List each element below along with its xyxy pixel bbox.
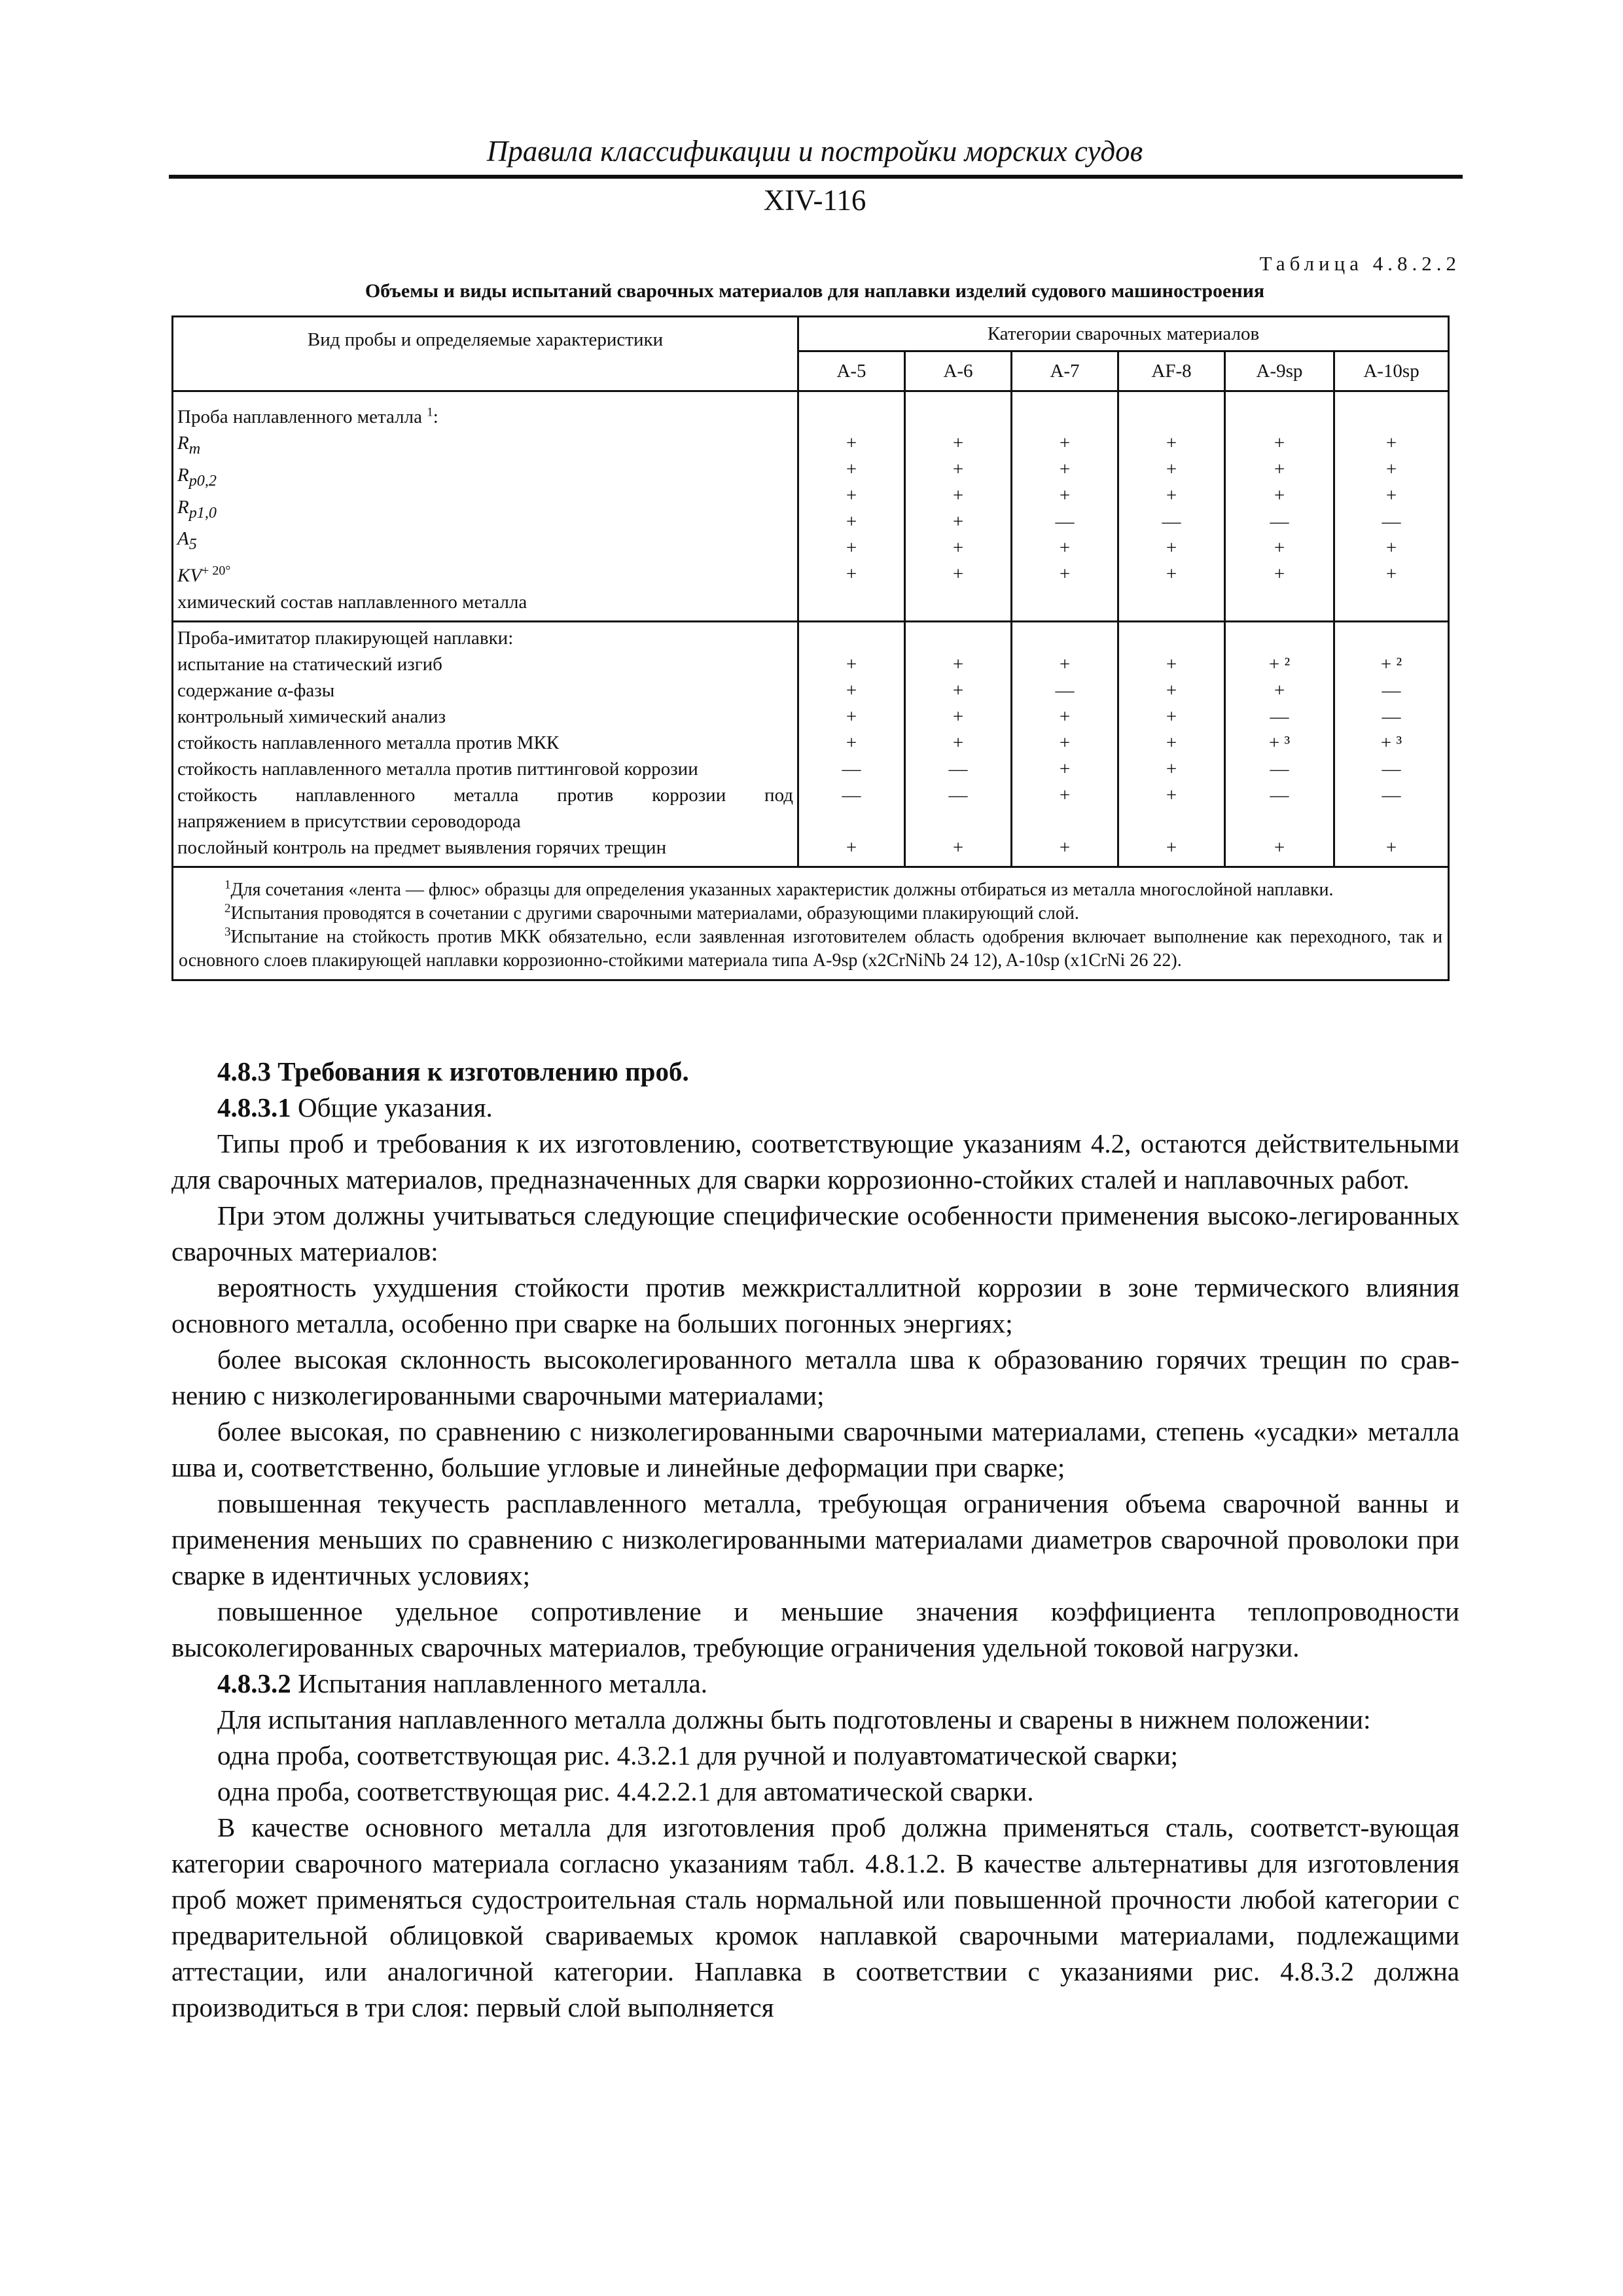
- row-label: стойкость наплавленного металла против коррозии под: [177, 784, 793, 806]
- table-group-deposited-metal: [173, 391, 1449, 622]
- section-heading-4-8-3: 4.8.3 Требования к изготовлению проб.: [217, 1056, 689, 1086]
- body-text: [171, 1054, 1459, 2026]
- group-labels: [173, 391, 798, 622]
- paragraph: В качестве основного металла для изготовления проб должна применяться сталь, соответст-вующая категории сварочного материала согласно указаниям табл. 4.8.1.2. В качестве альтернативы для изготовления проб может применяться судостроительная сталь нормальной или повышенной прочности любой категории с предварительной облицовкой свариваемых кромок наплавкой сварочными материалами, подлежащими аттестации, или аналогичной категории. Наплавка в соответствии с указаниями рис. 4.8.3.2 должна производиться в три слоя: первый слой выполняется: [171, 1812, 1459, 2022]
- tests-table: [171, 315, 1450, 981]
- marks-column: + + + — + +: [1225, 391, 1334, 622]
- marks-column: + + + — + +: [1012, 391, 1118, 622]
- table-caption: Объемы и виды испытаний сварочных материалов для наплавки изделий судового машиностроения: [365, 280, 1265, 302]
- group-title: Проба-имитатор плакирующей наплавки:: [177, 627, 514, 649]
- category-header: A-6: [905, 351, 1012, 391]
- row-label-kv: $KV^{+ 20^\circ}$: [177, 564, 231, 586]
- marks-column: + + + + + +: [798, 391, 905, 622]
- marks-column: + — + + + + +: [1012, 621, 1118, 867]
- row-label: послойный контроль на предмет выявления горячих трещин: [177, 836, 667, 858]
- row-label: содержание α-фазы: [177, 679, 335, 701]
- paragraph: Для испытания наплавленного металла должны быть подготовлены и сварены в нижнем положении:: [217, 1704, 1371, 1734]
- group-labels: [173, 621, 798, 867]
- footnote-2: $^2$Испытания проводятся в сочетании с другими сварочными материалами, образующими плакирующий слой.: [224, 901, 1079, 924]
- paragraph: Типы проб и требования к их изготовлению, соответствующие указаниям 4.2, остаются действительными для сварочных материалов, предназначенных для сварки коррозионно-стойких сталей и наплавочных работ.: [171, 1128, 1459, 1194]
- row-label-chem: химический состав наплавленного металла: [177, 591, 527, 613]
- row-label: контрольный химический анализ: [177, 706, 446, 727]
- paragraph: вероятность ухудшения стойкости против межкристаллитной коррозии в зоне термического влияния основного металла, особенно при сварке на больших погонных энергиях;: [171, 1272, 1459, 1338]
- category-header: A-5: [798, 351, 905, 391]
- category-header: A-7: [1012, 351, 1118, 391]
- paragraph: При этом должны учитываться следующие специфические особенности применения высоко-легированных сварочных материалов:: [171, 1200, 1459, 1266]
- row-label: стойкость наплавленного металла против питтинговой коррозии: [177, 758, 698, 780]
- marks-column: + + + + + + +: [1118, 621, 1225, 867]
- row-label-a5: $A_5$: [177, 528, 197, 554]
- column-header-test-type: Вид пробы и определяемые характеристики: [173, 317, 798, 391]
- row-label-rm: $R_m$: [177, 433, 201, 457]
- paragraph: одна проба, соответствующая рис. 4.3.2.1 для ручной и полуавтоматической сварки;: [217, 1740, 1179, 1770]
- marks-column: + + + + + +: [905, 391, 1012, 622]
- category-header: A-10sp: [1334, 351, 1449, 391]
- marks-column: + + + + — — +: [905, 621, 1012, 867]
- marks-column: + ² + — + ³ — — +: [1225, 621, 1334, 867]
- header-rule: [169, 175, 1463, 179]
- paragraph: более высокая, по сравнению с низколегированными сварочными материалами, степень «усадки» металла шва и, соответственно, большие угловые и линейные деформации при сварке;: [171, 1416, 1459, 1482]
- table-group-cladding: [173, 621, 1449, 867]
- row-label: стойкость наплавленного металла против МКК: [177, 732, 560, 753]
- paragraph: повышенная текучесть расплавленного металла, требующая ограничения объема сварочной ванны и применения меньших по сравнению с низколегированными материалами диаметров сварочной проволоки при сварке в идентичных условиях;: [171, 1488, 1459, 1590]
- marks-column: + + + — + +: [1334, 391, 1449, 622]
- paragraph: более высокая склонность высоколегированного металла шва к образованию горячих трещин по срав-нению с низколегированными сварочными материалами;: [171, 1344, 1459, 1410]
- page-number: XIV-116: [763, 184, 866, 217]
- paragraph: повышенное удельное сопротивление и меньшие значения коэффициента теплопроводности высоколегированных сварочных материалов, требующие ограничения удельной токовой нагрузки.: [171, 1596, 1459, 1662]
- row-label-rp10: $R_{p1,0}$: [177, 496, 217, 522]
- section-heading-4-8-3-1: 4.8.3.1 Общие указания.: [217, 1092, 493, 1122]
- table-label: Таблица 4.8.2.2: [1259, 252, 1461, 275]
- column-header-categories: Категории сварочных материалов: [798, 317, 1449, 351]
- marks-column: + ² — — + ³ — — +: [1334, 621, 1449, 867]
- group-title: Проба наплавленного металла $^1$:: [177, 405, 438, 427]
- notes-cell: [173, 867, 1449, 980]
- running-header-title: Правила классификации и постройки морских судов: [486, 135, 1143, 168]
- footnote-3: $^3$Испытание на стойкость против МКК обязательно, если заявленная изготовителем область одобрения включает выполнение как переходного, так и основного слоев плакирующей наплавки коррозионно-стойкими материала типа A-9sp (x2CrNiNb 24 12), A-10sp (x1CrNi 26 22).: [179, 925, 1443, 971]
- category-header: AF-8: [1118, 351, 1225, 391]
- footnote-1: $^1$Для сочетания «лента — флюс» образцы для определения указанных характеристик должны отбираться из металла многослойной наплавки.: [224, 878, 1334, 900]
- marks-column: + + + + — — +: [798, 621, 905, 867]
- row-label-rp02: $R_{p0,2}$: [177, 464, 217, 490]
- category-header: A-9sp: [1225, 351, 1334, 391]
- paragraph: одна проба, соответствующая рис. 4.4.2.2.1 для автоматической сварки.: [217, 1776, 1034, 1806]
- row-label-continued: напряжением в присутствии сероводорода: [177, 810, 521, 832]
- section-heading-4-8-3-2: 4.8.3.2 Испытания наплавленного металла.: [217, 1668, 707, 1698]
- row-label: испытание на статический изгиб: [177, 653, 442, 675]
- table-notes: [173, 867, 1449, 980]
- marks-column: + + + — + +: [1118, 391, 1225, 622]
